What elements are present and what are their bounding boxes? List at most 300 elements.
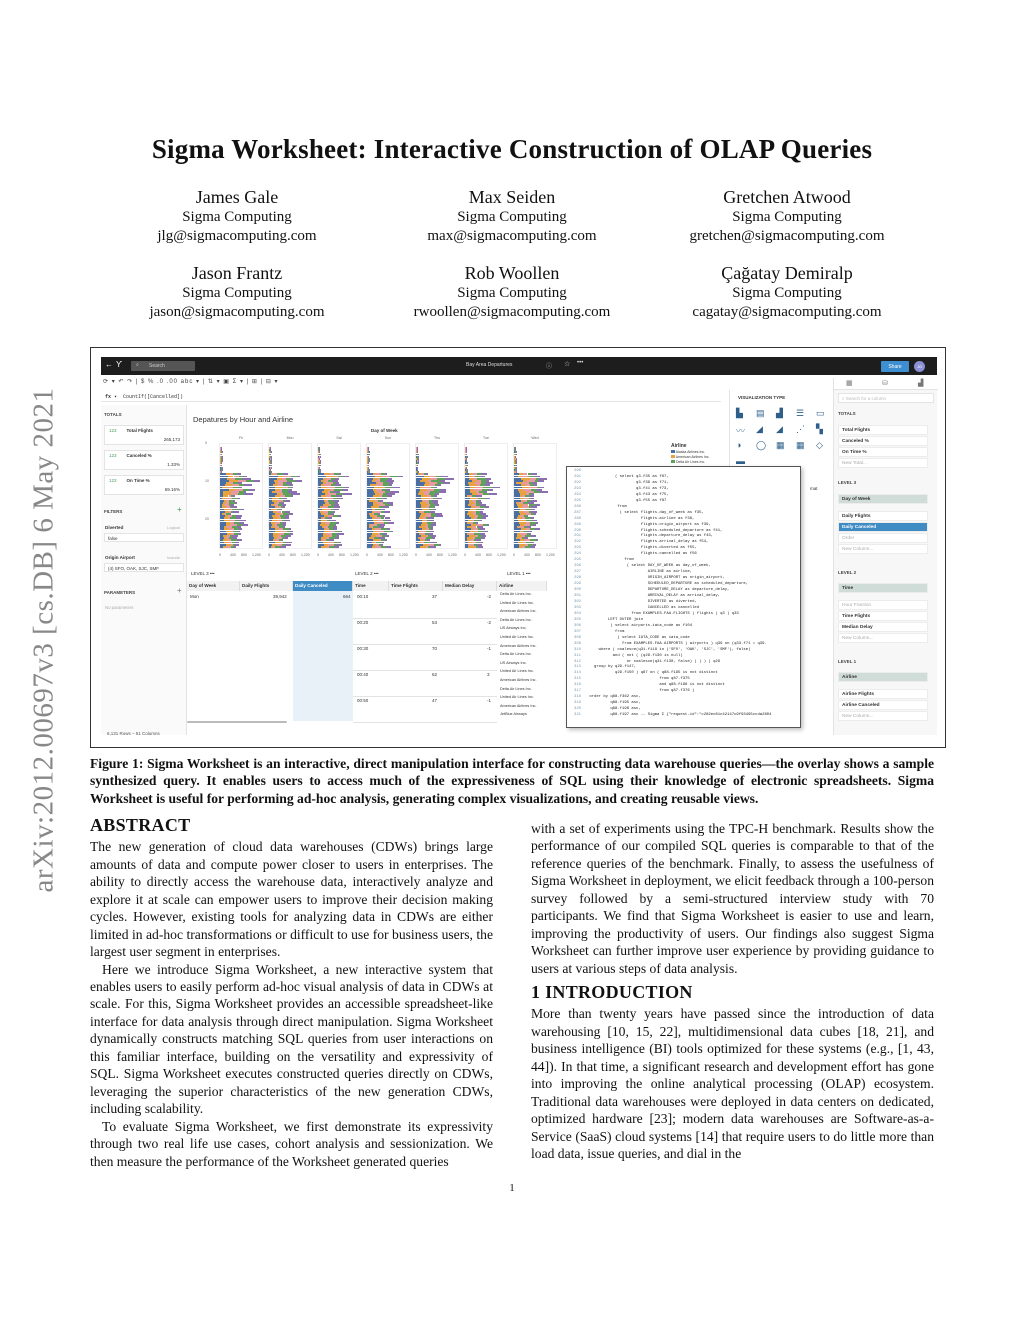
parameters-heading: PARAMETERS	[104, 590, 136, 595]
sql-code: ORIGIN_AIRPORT as origin_airport,	[587, 576, 725, 581]
bar	[534, 513, 536, 515]
legend-item: Delta Air Lines Inc.	[671, 460, 709, 465]
new-total-button[interactable]: New Total...	[838, 458, 928, 468]
level1-section[interactable]: LEVEL 1	[838, 659, 857, 664]
bar	[343, 493, 351, 495]
x-tick: 0	[464, 553, 466, 557]
viz-type-icon[interactable]: ▤	[756, 408, 765, 418]
level2-section[interactable]: LEVEL 2	[838, 570, 857, 575]
table-cell[interactable]: United Air Lines Inc.	[500, 669, 534, 674]
x-tick: 400	[377, 553, 383, 557]
row-count: 6,131 Rows – 51 Columns	[107, 731, 160, 736]
facet-panel	[268, 443, 312, 549]
back-arrow-icon[interactable]: ←	[105, 360, 113, 369]
sql-code: q88.f197 asc -- Sigma Σ {"request-id":"c282ec81c42147c9f93495ccda2804	[587, 713, 772, 718]
author-email: cagatay@sigmacomputing.com	[692, 304, 882, 320]
sql-code: or coalesce(q31.f130, false) ) ) ) ) q29	[587, 659, 721, 664]
two-column-body	[90, 814, 934, 1170]
line-number: 306	[573, 623, 581, 628]
bar	[478, 546, 483, 548]
column-header[interactable]: Time	[353, 581, 389, 591]
facet-label: Sun	[384, 436, 392, 440]
sql-code: ( select IATA_CODE as iata_code	[587, 635, 690, 640]
table-cell[interactable]: United Air Lines Inc.	[500, 635, 534, 639]
bar	[382, 498, 387, 500]
table-cell[interactable]: 00:10	[357, 594, 369, 599]
sql-code: flights.departure_delay as f43,	[587, 534, 714, 539]
table-cell[interactable]: 664	[343, 594, 351, 599]
bar	[538, 480, 544, 482]
sql-code: from q87.f375	[587, 677, 690, 682]
column-item[interactable]: Airline Canceled	[838, 700, 928, 710]
bar	[439, 544, 441, 546]
line-number: 289	[573, 522, 581, 527]
star-icon[interactable]: ☆	[564, 361, 571, 368]
bar	[487, 524, 489, 526]
author-affiliation: Sigma Computing	[732, 209, 842, 225]
number-type-icon: 123	[109, 478, 117, 483]
column-item[interactable]: Hour Fraction	[838, 600, 928, 610]
column-item[interactable]: Daily Flights	[838, 511, 928, 521]
line-number: 293	[573, 486, 581, 491]
sql-code: CANCELLED as cancelled	[587, 605, 700, 610]
line-number: 321	[573, 713, 581, 718]
line-number: 311	[573, 653, 581, 658]
x-tick: 800	[437, 553, 443, 557]
sql-code: q29.f150 ) q87 on ( q88.f195 is not distinct	[587, 671, 718, 676]
table-cell[interactable]: 62	[432, 672, 438, 677]
x-tick: 1,200	[301, 553, 310, 557]
total-item[interactable]: On Time %	[838, 447, 928, 457]
table-cell[interactable]: American Airlines Inc.	[500, 609, 537, 614]
column-item-selected[interactable]: Daily Canceled	[838, 522, 928, 532]
bar	[388, 522, 394, 524]
column-search-input[interactable]: ⌕ Search for a column	[838, 393, 934, 403]
sql-code: from	[587, 504, 627, 509]
column-item[interactable]: Order	[838, 533, 928, 543]
viz-type-icon[interactable]: ◢	[776, 424, 783, 434]
viz-type-icon[interactable]: ▦	[776, 440, 785, 450]
bar	[430, 546, 435, 548]
abstract-paragraph: To evaluate Sigma Worksheet, we first demonstrate its expressivity through two real life use cases, cohort analysis and sessionization. We then measure the performance of the Worksheet generated queries	[90, 1118, 493, 1169]
viz-type-icon[interactable]: ◯	[756, 440, 767, 450]
line-number: 291	[573, 534, 581, 539]
bar	[285, 500, 290, 502]
bar	[493, 487, 501, 489]
abstract-paragraph: with a set of experiments using the TPC-H benchmark. Results show the performance of our compiled SQL queries is comparable to that of the reference queries of the benchmark. Finally, to assess the usefulness of Sigma Worksheet in deployment, we elicit feedback through a 100-person survey followed by a semi-structured interview study with 70 participants. We find that Sigma Worksheet is easier to use and learn, improving the productivity of users. Our findings also suggest Sigma Worksheet can further improve user experience by providing guidance to users at various steps of data analysis.	[531, 820, 934, 976]
author-affiliation: Sigma Computing	[457, 285, 567, 301]
bar	[238, 493, 245, 495]
table-cell[interactable]: 47	[432, 698, 438, 703]
sql-code: flights.diverted as f55,	[587, 546, 697, 551]
total-name: On Time %	[126, 478, 150, 483]
facet-label: Wed	[531, 436, 539, 440]
row-divider	[353, 618, 497, 619]
table-cell[interactable]: 00:20	[357, 620, 369, 625]
table-cell[interactable]: 53	[432, 620, 438, 625]
table-cell[interactable]: Delta Air Lines Inc.	[500, 592, 532, 596]
viz-type-icon[interactable]: ☰	[796, 408, 805, 418]
number-type-icon: 123	[109, 453, 117, 458]
x-tick: 800	[290, 553, 296, 557]
sigma-logo-icon: ϒ	[116, 360, 123, 369]
x-tick: 0	[513, 553, 515, 557]
sql-code: ( select flights.day_of_week as f35,	[587, 510, 704, 515]
bar	[481, 537, 485, 539]
sql-code: q3.f39 as f71,	[587, 480, 669, 485]
bar	[384, 511, 390, 513]
filters-heading: FILTERS	[104, 509, 123, 514]
table-cell[interactable]: Delta Air Lines Inc.	[500, 617, 532, 622]
x-tick: 1,200	[350, 553, 359, 557]
right-column	[531, 817, 934, 1170]
x-tick: 400	[475, 553, 481, 557]
level-label: LEVEL 1 •••	[507, 571, 531, 576]
document-title[interactable]: Bay Area Departures	[466, 362, 513, 368]
table-cell[interactable]: American Airlines Inc.	[500, 678, 537, 682]
sql-code: group by q29.f147,	[587, 665, 637, 670]
table-cell[interactable]: United Air Lines Inc.	[500, 600, 534, 605]
bar	[284, 537, 288, 539]
sql-code: ( select airports.iata_code as f104	[587, 623, 693, 628]
abstract-paragraph: The new generation of cloud data warehouses (CDWs) brings large amounts of data and compute power closer to users in enterprises. The ability to directly access the warehouse data, interactively analyze and explore it at scale can empower users to improve their decision making cycles. However, existing tools for analyzing data in CDWs are either limited in ad-hoc transformations or difficult to use for business users, the largest user segment in enterprises.	[90, 839, 493, 960]
author-block	[652, 186, 922, 246]
author-email: max@sigmacomputing.com	[427, 228, 597, 244]
formula-text[interactable]: CountIf([Cancelled])	[123, 394, 184, 400]
arxiv-identifier[interactable]: arXiv:2012.00697v3 [cs.DB] 6 May 2021	[27, 387, 60, 893]
table-cell[interactable]: Delta Air Lines Inc.	[500, 652, 532, 657]
author-affiliation: Sigma Computing	[457, 209, 567, 225]
bar	[536, 539, 538, 541]
table-cell[interactable]: American Airlines Inc.	[500, 643, 537, 648]
left-column	[90, 814, 493, 1170]
add-filter-icon[interactable]: +	[177, 505, 182, 514]
bar	[388, 495, 392, 497]
total-value: 1.33%	[167, 462, 180, 467]
bar	[482, 517, 487, 519]
line-number: 302	[573, 599, 581, 604]
avatar[interactable]: JG	[914, 361, 925, 372]
chart-icon[interactable]: ▟	[918, 380, 924, 387]
column-header[interactable]: Median Delay	[443, 581, 497, 591]
table-cell[interactable]: -1	[487, 646, 492, 651]
table-cell[interactable]: United Air Lines Inc.	[500, 695, 534, 700]
author-block	[652, 262, 922, 322]
sql-code: ARRIVAL_DELAY as arrival_delay,	[587, 594, 721, 599]
sql-code: from	[587, 629, 625, 634]
x-tick: 800	[535, 553, 541, 557]
viz-type-icon[interactable]: ▙	[736, 408, 743, 418]
line-number: 286	[573, 504, 581, 509]
bar	[291, 493, 300, 495]
author-email: gretchen@sigmacomputing.com	[689, 228, 885, 244]
total-item[interactable]: Canceled %	[838, 436, 928, 446]
bar	[489, 493, 497, 495]
total-card[interactable]	[104, 425, 184, 445]
line-number: 318	[573, 695, 581, 700]
bar	[234, 546, 236, 548]
line-number: 313	[573, 665, 581, 670]
figure-caption: Figure 1: Sigma Worksheet is an interactive, direct manipulation interface for constructing data warehouse queries—the overlay shows a sample synthesized query. It enables users to access much of the expressiveness of SQL using their knowledge of electronic spreadsheets. Sigma Worksheet is useful for performing ad-hoc analysis, generating complex visualizations, and creating reusable views.	[90, 756, 934, 806]
table-cell[interactable]: 37	[432, 594, 438, 599]
line-number: 309	[573, 641, 581, 646]
bar	[334, 546, 338, 548]
line-number: 300	[573, 588, 581, 593]
column-header[interactable]: Day of Week	[187, 581, 240, 591]
bar	[235, 502, 237, 504]
x-tick: 0	[415, 553, 417, 557]
author-affiliation: Sigma Computing	[732, 285, 842, 301]
x-tick: 1,200	[399, 553, 408, 557]
share-button[interactable]: Share	[881, 361, 909, 372]
new-column-button[interactable]: New Column...	[838, 544, 928, 554]
formatting-toolbar[interactable]: ⟳ ▾ ↶ ↷ | $ % .0 .00 abc ▾ | ⇅ ▾ ▣ Σ ▾ | ⊞ | ⊟ ▾	[103, 379, 279, 385]
sql-line	[567, 713, 800, 719]
x-tick: 400	[279, 553, 285, 557]
left-panel	[101, 405, 187, 735]
facet-label: Fri	[238, 436, 244, 440]
bar	[516, 454, 517, 456]
line-number: 290	[573, 469, 581, 473]
sql-code: where ( coalesce(q31.f119 in ('SFO', 'OAK', 'SJC', 'SMF'), false)	[587, 647, 751, 652]
search-placeholder: Search	[149, 363, 165, 369]
table-cell[interactable]: US Airways Inc.	[500, 660, 527, 665]
x-tick: 0	[366, 553, 368, 557]
row-divider	[353, 644, 497, 645]
sql-overlay	[566, 466, 801, 728]
sql-code: from	[587, 558, 634, 563]
x-tick: 0	[219, 553, 221, 557]
bar	[488, 489, 493, 491]
author-name: Max Seiden	[468, 187, 556, 207]
viz-type-icon[interactable]: ⋰	[796, 424, 805, 434]
new-column-button[interactable]: New Column...	[838, 711, 928, 721]
table-cell[interactable]: -2	[487, 620, 492, 625]
author-name: Çağatay Demiralp	[721, 263, 853, 283]
total-item[interactable]: Total Flights	[838, 425, 928, 435]
bar	[398, 476, 403, 478]
column-header-selected[interactable]: Daily Canceled	[293, 581, 353, 591]
app-topbar	[101, 357, 937, 375]
filter-value-select[interactable]: (4) SFO, OAK, SJC, SMF	[104, 563, 184, 572]
add-parameter-icon[interactable]: +	[177, 586, 182, 595]
table-cell[interactable]: -1	[487, 698, 492, 703]
totals-heading: TOTALS	[104, 412, 122, 417]
column-item[interactable]: Time Flights	[838, 611, 928, 621]
bar	[385, 539, 387, 541]
column-item[interactable]: Median Delay	[838, 622, 928, 632]
x-tick: 1,200	[546, 553, 555, 557]
viz-type-icon[interactable]: ▦	[796, 440, 805, 450]
table-cell[interactable]: American Airlines Inc.	[500, 703, 537, 708]
filter-kind: Logical	[167, 525, 180, 530]
table-cell[interactable]: 00:40	[357, 672, 369, 677]
viz-type-icon[interactable]: ◇	[816, 440, 823, 450]
sql-code: flights.origin_airport as f39,	[587, 522, 711, 527]
sql-code: flights.cancelled as f56	[587, 552, 697, 557]
sql-code: SCHEDULED_DEPARTURE as scheduled_departure,	[587, 582, 749, 587]
line-number: 312	[573, 659, 581, 664]
viz-type-icon[interactable]: ▚	[816, 424, 823, 434]
sql-code: AIRLINE as airline,	[587, 570, 693, 575]
author-name: Gretchen Atwood	[723, 187, 851, 207]
line-number: 291	[573, 474, 581, 479]
database-icon[interactable]: ⛁	[882, 380, 888, 387]
table-cell[interactable]: -2	[487, 594, 492, 599]
paper-title: Sigma Worksheet: Interactive Construction of OLAP Queries	[151, 134, 873, 164]
sql-code: from EXAMPLES.FAA.AIRPORTS ) airports ) q39 on (q33.f71 = q39.	[587, 641, 767, 646]
row-divider	[353, 670, 497, 671]
info-icon[interactable]: ⓘ	[546, 364, 553, 370]
table-cell[interactable]: JetBlue Airways	[500, 712, 527, 717]
table-cell[interactable]: Mon	[190, 594, 199, 599]
line-number: 304	[573, 611, 581, 616]
bar	[338, 515, 341, 517]
author-name: James Gale	[195, 187, 279, 207]
table-cell[interactable]: Delta Air Lines Inc.	[500, 686, 532, 691]
author-block	[377, 262, 647, 322]
format-tab-label[interactable]: mat	[810, 486, 818, 491]
bar	[289, 513, 293, 515]
line-number: 294	[573, 492, 581, 497]
sql-code: DEPARTURE_DELAY as departure_delay,	[587, 588, 730, 593]
totals-section[interactable]: TOTALS	[838, 411, 856, 416]
line-number: 293	[573, 546, 581, 551]
legend-item: Alaska Airlines Inc.	[671, 450, 709, 455]
total-value: 265,173	[163, 437, 180, 442]
body-flow	[90, 755, 934, 1194]
bar	[283, 506, 285, 508]
total-value: 69.16%	[164, 487, 180, 492]
legend-title: Airline	[671, 443, 687, 449]
sql-code: q88.f196 asc,	[587, 707, 641, 712]
bar	[343, 476, 348, 478]
author-email: jason@sigmacomputing.com	[149, 304, 325, 320]
bar	[467, 462, 468, 464]
sql-code: and ( not ( (q29.f130 is null)	[587, 653, 683, 658]
x-tick: 400	[328, 553, 334, 557]
bar	[246, 480, 253, 482]
table-icon[interactable]: ▦	[846, 380, 853, 387]
bar	[439, 491, 446, 493]
search-input[interactable]	[131, 361, 195, 371]
group-column[interactable]: Day of Week	[838, 494, 928, 504]
table-cell[interactable]: 39,942	[273, 594, 287, 599]
author-block	[377, 186, 647, 246]
x-tick: 400	[230, 553, 236, 557]
group-column[interactable]: Airline	[838, 672, 928, 682]
viz-type-icon[interactable]: ◢	[756, 424, 763, 434]
legend	[671, 450, 709, 465]
filter-value-select[interactable]: false	[104, 533, 184, 542]
search-icon: ⌕	[136, 362, 139, 368]
viz-type-icon[interactable]: ▟	[776, 408, 783, 418]
line-number: 319	[573, 701, 581, 706]
introduction-paragraph: More than twenty years have passed since the introduction of data warehousing [10, 15, 22], multidimensional data cubes [18, 21], and business intelligence (BI) tools optimized for these systems (e.g., [1, 43, 44]). In that time, a significant research and development effort has gone into improving the online analytical processing (OLAP) ecosystem. Traditional data warehouses were deployed in data centers on dedicated, optimized hardware [23]; modern data warehouses are Software-as-a-Service (SaaS) cloud systems [14] that require users to do little more than load data, issue queries, and dial in the	[531, 1006, 934, 1162]
viz-type-icon[interactable]: 〰	[736, 426, 746, 436]
table-cell[interactable]: 00:50	[357, 698, 369, 703]
columns-panel	[833, 378, 937, 735]
bar	[386, 546, 390, 548]
row-divider	[353, 722, 497, 723]
viz-type-icon[interactable]: ▭	[816, 408, 825, 418]
total-card[interactable]	[104, 450, 184, 470]
sql-code: ( select q3.f35 as f67,	[587, 474, 669, 479]
facet-panel	[317, 443, 361, 549]
number-type-icon: 123	[109, 428, 117, 433]
line-number: 298	[573, 576, 581, 581]
facet-panel	[415, 443, 459, 549]
chart-title: Depatures by Hour and Airline	[193, 415, 294, 424]
line-number: 287	[573, 510, 581, 515]
legend-item: American Airlines Inc.	[671, 455, 709, 460]
sql-code: q3.f43 as f75,	[587, 492, 669, 497]
x-tick: 0	[268, 553, 270, 557]
level-label: LEVEL 2 •••	[355, 571, 379, 576]
group-column[interactable]: Time	[838, 583, 928, 593]
bar	[485, 498, 490, 500]
bar	[392, 487, 400, 489]
x-tick: 400	[524, 553, 530, 557]
abstract-paragraph: Here we introduce Sigma Worksheet, a new interactive system that enables users to easily perform ad-hoc visual analysis of data in CDWs at scale. For this, Sigma Worksheet provides an accessible spreadsheet-like interface for data analysis through direct manipulation. Sigma Worksheet dynamically constructs matching SQL queries from user interactions on this familiar interface, building on the versatility and expressivity of SQL. Sigma Worksheet executes constructed queries directly on CDWs, leveraging the superior characteristics of the new generation CDWs, including scalability.	[90, 961, 493, 1117]
sql-code: q3.f55 as f87	[587, 498, 667, 503]
bar	[239, 533, 241, 535]
y-tick: 10	[205, 479, 209, 483]
more-icon[interactable]: •••	[577, 360, 584, 366]
formula-bar[interactable]	[101, 391, 721, 402]
author-name: Jason Frantz	[191, 263, 283, 283]
viz-type-icon[interactable]: ▬	[736, 456, 745, 466]
new-column-button[interactable]: New Column...	[838, 633, 928, 643]
sql-code: flights.airline as f38,	[587, 516, 695, 521]
total-card[interactable]	[104, 475, 184, 495]
x-tick: 800	[486, 553, 492, 557]
author-email: jlg@sigmacomputing.com	[157, 228, 317, 244]
line-number: 317	[573, 689, 581, 694]
viz-type-heading: VISUALIZATION TYPE	[738, 395, 786, 400]
line-number: 296	[573, 564, 581, 569]
line-number: 301	[573, 594, 581, 599]
bar	[445, 478, 454, 480]
author-email: rwoollen@sigmacomputing.com	[413, 304, 611, 320]
line-number: 292	[573, 540, 581, 545]
horizontal-scrollbar[interactable]	[187, 721, 287, 723]
bar	[436, 515, 442, 517]
column-header[interactable]: Airline	[497, 581, 547, 591]
bar	[432, 537, 434, 539]
facet-label: Sat	[336, 436, 342, 440]
line-number: 314	[573, 671, 581, 676]
column-header[interactable]: Time Flights	[389, 581, 443, 591]
column-header[interactable]: Daily Flights	[240, 581, 293, 591]
table-cell[interactable]: 00:30	[357, 646, 369, 651]
viz-type-icon[interactable]: ◑	[736, 440, 742, 450]
bar	[443, 482, 450, 484]
table-cell[interactable]: US Airways Inc.	[500, 626, 527, 631]
table-cell[interactable]: 70	[432, 646, 438, 651]
facet-panel	[464, 443, 508, 549]
level3-section[interactable]: LEVEL 3	[838, 480, 857, 485]
y-tick: 20	[205, 517, 209, 521]
bar	[280, 546, 286, 548]
bar	[391, 531, 393, 533]
column-item[interactable]: Airline Flights	[838, 689, 928, 699]
row-divider	[353, 696, 497, 697]
bar	[291, 495, 293, 497]
sql-code: flights.scheduled_departure as f41,	[587, 528, 723, 533]
table-cell[interactable]: 3	[487, 672, 490, 677]
line-number: 315	[573, 677, 581, 682]
